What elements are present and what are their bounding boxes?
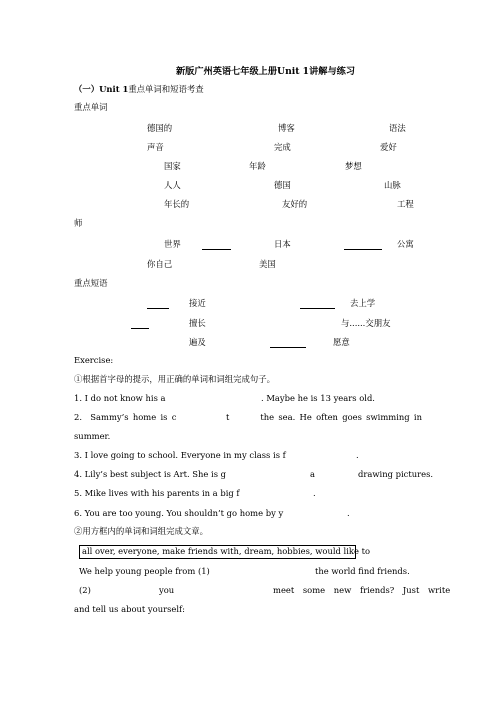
passage-line-2-you: you [159,585,175,595]
vocab-word: 国家 [164,161,181,171]
q2-word: in [413,412,422,422]
passage-line-1-end: the world find friends. [315,566,410,576]
vocab-word: 声音 [147,142,164,152]
answer-blank[interactable] [300,308,335,309]
question-6-start: 6. You are too young. You shouldn’t go home by y [74,508,284,518]
answer-blank[interactable] [202,249,231,250]
q2-word: the [260,412,275,422]
vocab-word: 年长的 [164,199,190,209]
question-5-end: . [313,488,316,498]
passage-line-2-end: meet some new friends? Just write [273,585,451,595]
question-2-wrap: summer. [74,431,111,441]
vocab-word-wrap: 师 [74,218,83,228]
question-6-end: . [347,508,350,518]
section-heading-rest: 重点单词和短语考查 [128,84,204,94]
phrase: 接近 [189,298,206,308]
question-3-start: 3. I love going to school. Everyone in my class is f [74,450,286,460]
phrase: 擅长 [189,318,206,328]
vocab-word: 博客 [278,123,295,133]
phrase: 愿意 [333,337,350,347]
question-2 [74,412,422,423]
section-heading-prefix: （一）Unit 1 [74,84,129,94]
vocab-word: 世界 [164,239,181,249]
vocab-word: 公寓 [397,239,414,249]
q2-word: He [299,412,312,422]
vocab-word: 你自己 [147,259,173,269]
vocab-word: 年龄 [249,161,266,171]
passage-line-3: and tell us about yourself: [74,604,185,614]
phrase: 与......交朋友 [341,318,391,328]
vocab-word: 德国的 [147,123,173,133]
q2-word: t [226,412,230,422]
q2-word: c [171,412,177,422]
exercise-label: Exercise: [74,355,114,365]
passage-line-2-num: (2) [79,585,91,595]
q2-word: Sammy’s [90,412,129,422]
vocab-word: 爱好 [380,142,397,152]
part2-instructions: ②用方框内的单词和词组完成文章。 [74,526,208,536]
vocab-word: 日本 [274,239,291,249]
q2-word: is [160,412,168,422]
vocab-word: 工程 [397,199,414,209]
word-box-text: all over, everyone, make friends with, dream, hobbies, would like to [82,546,371,556]
page-title: 新版广州英语七年级上册Unit 1讲解与练习 [176,66,356,77]
vocab-word: 语法 [389,123,406,133]
vocab-word: 山脉 [384,180,401,190]
answer-blank[interactable] [131,328,149,329]
passage-line-1-start: We help young people from (1) [79,566,210,576]
phrases-heading: 重点短语 [74,278,108,288]
q2-word: swimming [366,412,410,422]
vocab-word: 友好的 [282,199,308,209]
phrase: 遍及 [189,337,206,347]
question-4-end: drawing pictures. [358,469,434,479]
question-1-start: 1. I do not know his a [74,393,166,403]
question-5-start: 5. Mike lives with his parents in a big f [74,488,240,498]
q2-word: 2. [74,412,82,422]
section-heading [74,84,204,95]
question-1-end: . Maybe he is 13 years old. [261,393,375,403]
vocab-word: 德国 [274,180,291,190]
q2-word: often [316,412,338,422]
q2-word: sea. [278,412,296,422]
question-3-end: . [356,450,359,460]
word-box [79,545,371,559]
q2-word: home [132,412,157,422]
question-4-start: 4. Lily’s best subject is Art. She is g [74,469,227,479]
vocab-word: 梦想 [345,161,362,171]
q2-word: goes [342,412,362,422]
vocab-heading: 重点单词 [74,102,108,112]
answer-blank[interactable] [344,249,382,250]
answer-blank[interactable] [147,308,169,309]
answer-blank[interactable] [270,347,306,348]
vocab-word: 人人 [164,180,181,190]
vocab-word: 完成 [274,142,291,152]
part1-instructions: ①根据首字母的提示，用正确的单词和词组完成句子。 [74,374,275,384]
phrase: 去上学 [350,298,376,308]
vocab-word: 美国 [259,259,276,269]
question-4-mid: a [310,469,315,479]
